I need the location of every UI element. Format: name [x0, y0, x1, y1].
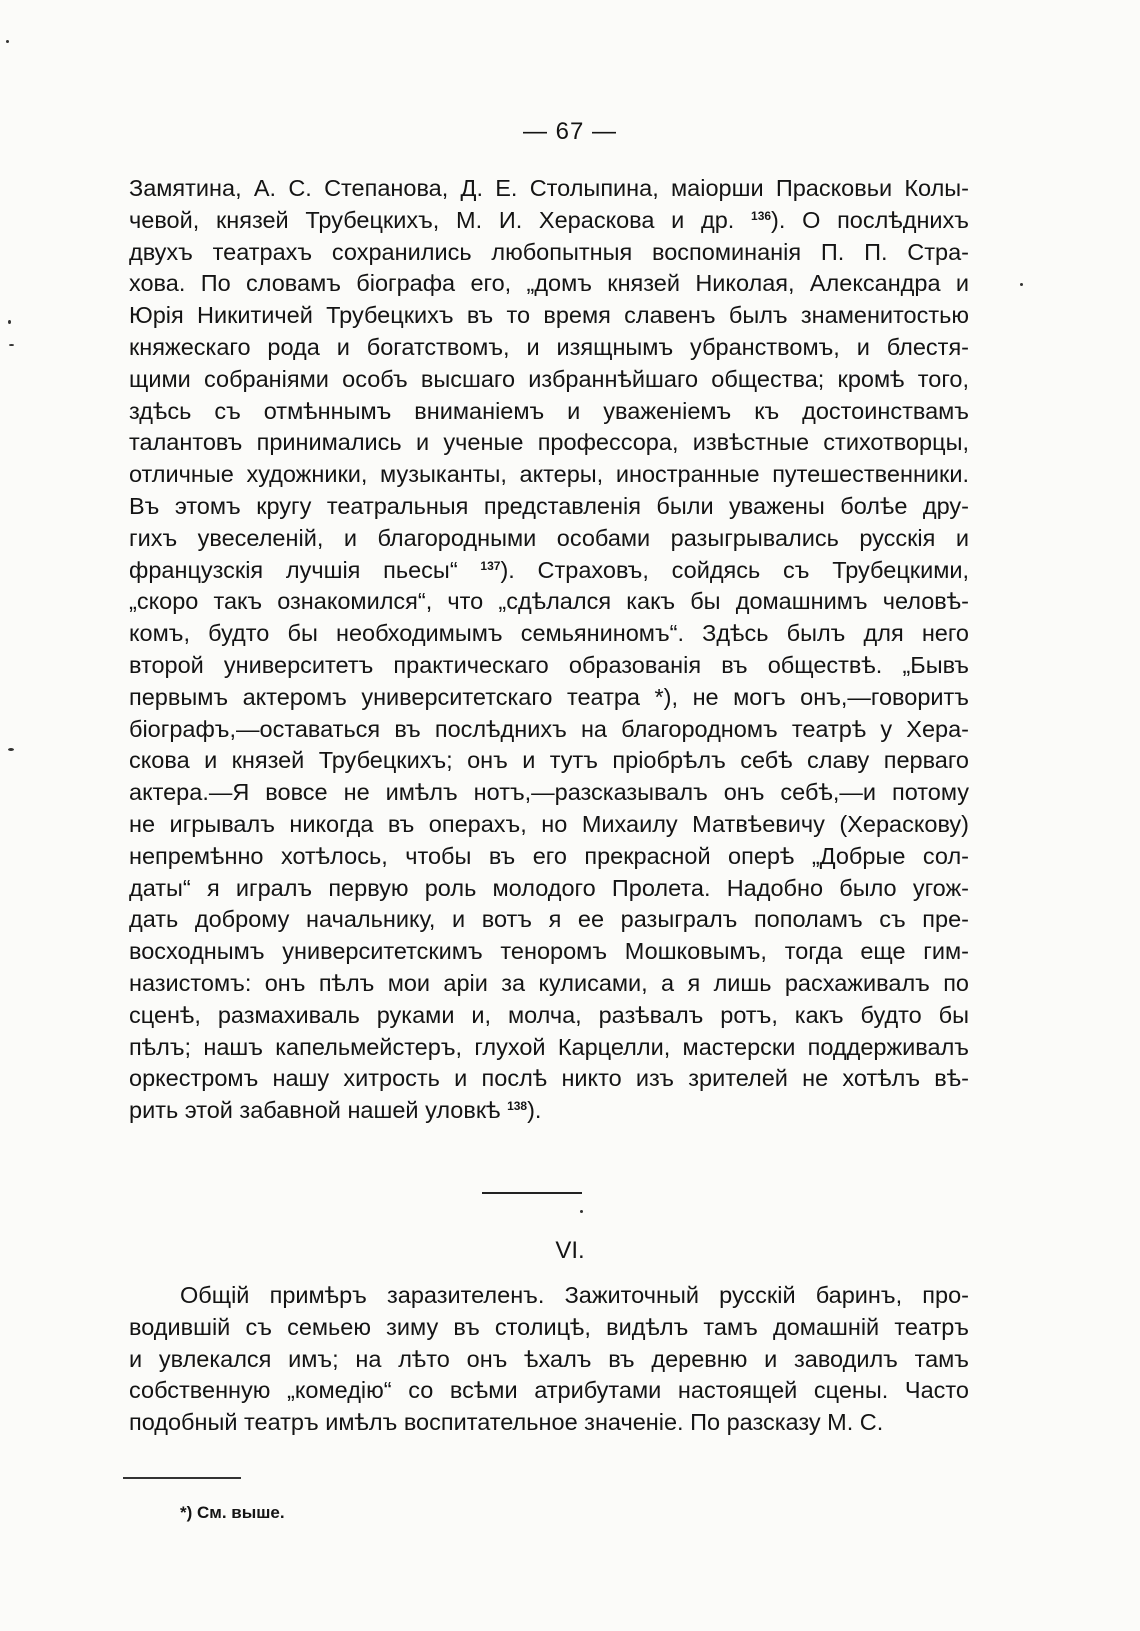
text-line: назистомъ: онъ пѣлъ мои аріи за кулисами, а я лишь расхаживалъ по: [129, 970, 969, 996]
text-line: біографъ,—оставаться въ послѣднихъ на благородномъ театрѣ у Хера-: [129, 715, 969, 742]
text-line: хова. По словамъ біографа его, „домъ князей Николая, Александра и: [129, 270, 969, 297]
text-line: актера.—Я вовсе не имѣлъ нотъ,—разсказывалъ онъ себѣ,—и потому: [129, 779, 969, 806]
text-line: Въ этомъ кругу театральныя представленія были уважены болѣе дру-: [129, 493, 969, 519]
footnote: *) См. выше.: [180, 1503, 285, 1522]
text-line: сценѣ, размахиваль руками и, молча, разѣвалъ ротъ, какъ будто бы: [129, 1001, 969, 1028]
text-line: французскія лучшія пьесы“ $^{137}$). Страховъ, сойдясь съ Трубецкими,: [129, 556, 970, 583]
text-line: Юрія Никитичей Трубецкихъ въ то время славенъ былъ знаменитостью: [129, 302, 969, 329]
text-line: собственную „комедію“ со всѣми атрибутами настоящей сцены. Часто: [129, 1377, 969, 1404]
text-line: Общій примѣръ заразителенъ. Зажиточный русскій баринъ, про-: [180, 1282, 969, 1308]
footnote-ref: 138: [507, 1099, 528, 1114]
scan-speck: [8, 320, 11, 324]
text-line: комъ, будто бы необходимымъ семьяниномъ“. Здѣсь былъ для него: [129, 620, 969, 647]
text-line: даты“ я игралъ первую роль молодого Пролета. Надобно было угож-: [129, 874, 969, 901]
text-line: оркестромъ нашу хитрость и послѣ никто изъ зрителей не хотѣлъ вѣ-: [129, 1065, 969, 1092]
scan-speck: [6, 40, 9, 43]
text-line: дать доброму начальнику, и вотъ я ее разыгралъ пополамъ съ пре-: [129, 906, 969, 933]
text-line: двухъ театрахъ сохранились любопытныя воспоминанія П. П. Стра-: [129, 238, 969, 265]
text-line: рить этой забавной нашей уловкѣ $^{138}$).: [129, 1097, 542, 1124]
text-line: Замятина, А. С. Степанова, Д. Е. Столыпина, маіорши Прасковьи Колы-: [129, 175, 969, 201]
text-line: гихъ увеселеній, и благородными особами разыгрывались русскія и: [129, 524, 969, 551]
text-line: отличные художники, музыканты, актеры, иностранные путешественники.: [129, 461, 969, 488]
text-line: чевой, князей Трубецкихъ, М. И. Хераскова и др. $^{136}$). О послѣднихъ: [129, 206, 969, 233]
text-line: „скоро такъ ознакомился“, что „сдѣлался какъ бы домашнимъ человѣ-: [129, 588, 969, 615]
footnote-ref: 137: [480, 558, 501, 573]
text-line: талантовъ принимались и ученые профессора, извѣстные стихотворцы,: [129, 429, 969, 456]
text-line: пѣлъ; нашъ капельмейстеръ, глухой Карцелли, мастерски поддерживалъ: [129, 1033, 969, 1060]
text-line: восходнымъ университетскимъ теноромъ Мошковымъ, тогда еще гим-: [129, 938, 969, 965]
text-line: второй университетъ практическаго образованія въ обществѣ. „Бывъ: [129, 652, 969, 678]
footnote-ref: 136: [751, 208, 772, 223]
text-line: подобный театръ имѣлъ воспитательное значеніе. По разсказу М. С.: [129, 1409, 884, 1436]
section-title: VI.: [555, 1237, 585, 1264]
page-number: — 67 —: [522, 118, 618, 145]
text-line: здѣсь съ отмѣннымъ вниманіемъ и уваженіемъ къ достоинствамъ: [129, 397, 969, 424]
scan-speck: [580, 1210, 583, 1213]
text-line: и увлекался имъ; на лѣто онъ ѣхалъ въ деревню и заводилъ тамъ: [129, 1345, 969, 1372]
text-line: непремѣнно хотѣлось, чтобы въ его прекрасной оперѣ „Добрые сол-: [129, 842, 969, 869]
text-line: щими собраніями особъ высшаго избраннѣйшаго общества; кромѣ того,: [129, 365, 969, 392]
text-line: первымъ актеромъ университетскаго театра *), не могъ онъ,—говоритъ: [129, 683, 969, 710]
scan-speck: [1020, 283, 1023, 286]
text-line: скова и князей Трубецкихъ; онъ и тутъ пріобрѣлъ себѣ славу перваго: [129, 747, 969, 774]
text-line: водившій съ семьею зиму въ столицѣ, видѣлъ тамъ домашній театръ: [129, 1313, 969, 1340]
scan-speck: [8, 748, 14, 751]
text-line: не игрывалъ никогда въ операхъ, но Михаилу Матвѣевичу (Хераскову): [129, 811, 969, 837]
text-line: княжескаго рода и богатствомъ, и изящнымъ убранствомъ, и блестя-: [129, 334, 969, 360]
scan-speck: [9, 344, 14, 346]
footnote-divider: [123, 1477, 241, 1479]
section-divider: [482, 1192, 582, 1194]
